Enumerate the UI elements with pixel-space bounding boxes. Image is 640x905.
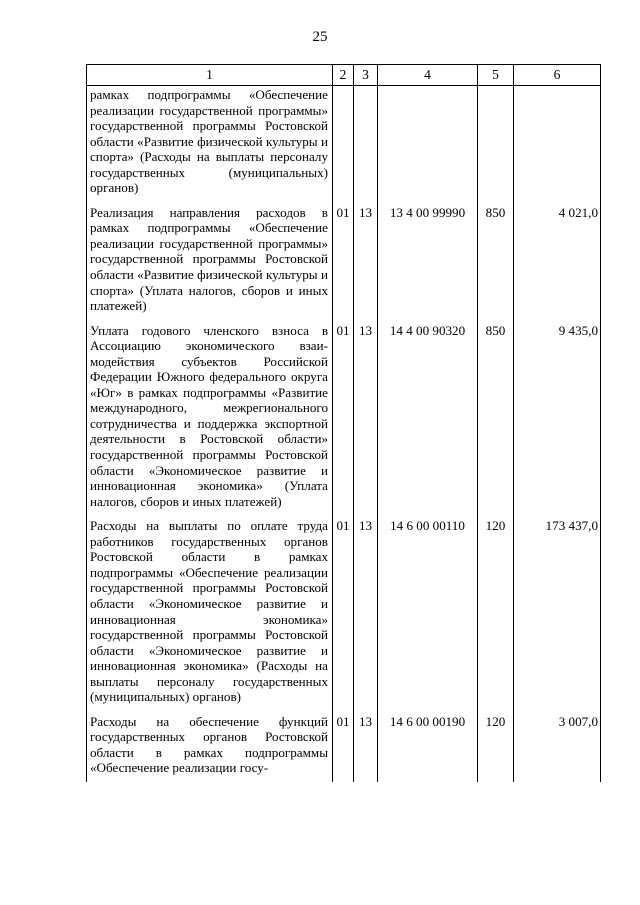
table-row	[87, 711, 601, 782]
row-target-code: 14 4 00 90320	[378, 320, 478, 516]
row-description: Расходы на обеспечение функций государственных органов Ростовской области в рамках подпрограммы «Обеспечение реализации госу-	[87, 711, 333, 782]
row-amount: 3 007,0	[514, 711, 601, 782]
table-row	[87, 515, 601, 711]
row-target-code: 13 4 00 99990	[378, 202, 478, 320]
row-section: 01	[333, 320, 354, 516]
table-row	[87, 86, 601, 202]
row-expense-type: 850	[478, 202, 514, 320]
row-expense-type: 120	[478, 515, 514, 711]
row-section	[333, 86, 354, 202]
row-subsection	[354, 86, 378, 202]
table-row	[87, 320, 601, 516]
row-section: 01	[333, 515, 354, 711]
row-target-code: 14 6 00 00190	[378, 711, 478, 782]
header-col-4: 4	[378, 65, 478, 86]
row-target-code	[378, 86, 478, 202]
row-amount: 9 435,0	[514, 320, 601, 516]
header-col-1: 1	[87, 65, 333, 86]
header-col-6: 6	[514, 65, 601, 86]
row-expense-type: 120	[478, 711, 514, 782]
row-description: Реализация направления расходов в рамках подпрограммы «Обеспечение реализации государственной программы» государственной программы Ростовской области «Развитие физической культуры и спорта» (Уплата налогов, сборов и иных платежей)	[87, 202, 333, 320]
row-description: Уплата годового членского взноса в Ассоциацию экономического взаимодействия субъектов Российской Федерации Южного федерального округа «Юг» в рамках подпрограммы «Развитие международного, межрегионального сотрудничества и поддержка экспортной деятельности в Ростовской области» государственной программы Ростовской области «Экономическое развитие и инновационная экономика» (Уплата налогов, сборов и иных платежей)	[87, 320, 333, 516]
row-subsection: 13	[354, 711, 378, 782]
header-col-2: 2	[333, 65, 354, 86]
header-col-5: 5	[478, 65, 514, 86]
row-subsection: 13	[354, 320, 378, 516]
row-amount: 173 437,0	[514, 515, 601, 711]
budget-table	[86, 64, 601, 782]
row-section: 01	[333, 711, 354, 782]
row-section: 01	[333, 202, 354, 320]
row-expense-type	[478, 86, 514, 202]
row-description: Расходы на выплаты по оплате труда работников государственных органов Ростовской области в рамках подпрограммы «Обеспечение реализации государственной программы Ростовской области «Экономическое развитие и инновационная экономика» государственной программы Ростовской области «Экономическое развитие и инновационная экономика» (Расходы на выплаты персоналу государственных (муниципальных) органов)	[87, 515, 333, 711]
row-amount	[514, 86, 601, 202]
row-subsection: 13	[354, 202, 378, 320]
header-col-3: 3	[354, 65, 378, 86]
row-target-code: 14 6 00 00110	[378, 515, 478, 711]
row-amount: 4 021,0	[514, 202, 601, 320]
row-subsection: 13	[354, 515, 378, 711]
row-description: рамках подпрограммы «Обеспечение реализации государственной программы» государственной программы Ростовской области «Развитие физической культуры и спорта» (Расходы на выплаты персоналу государственных (муниципальных) органов)	[87, 86, 333, 202]
table-header-row	[87, 65, 601, 86]
row-expense-type: 850	[478, 320, 514, 516]
page-number: 25	[312, 29, 328, 45]
table-row	[87, 202, 601, 320]
